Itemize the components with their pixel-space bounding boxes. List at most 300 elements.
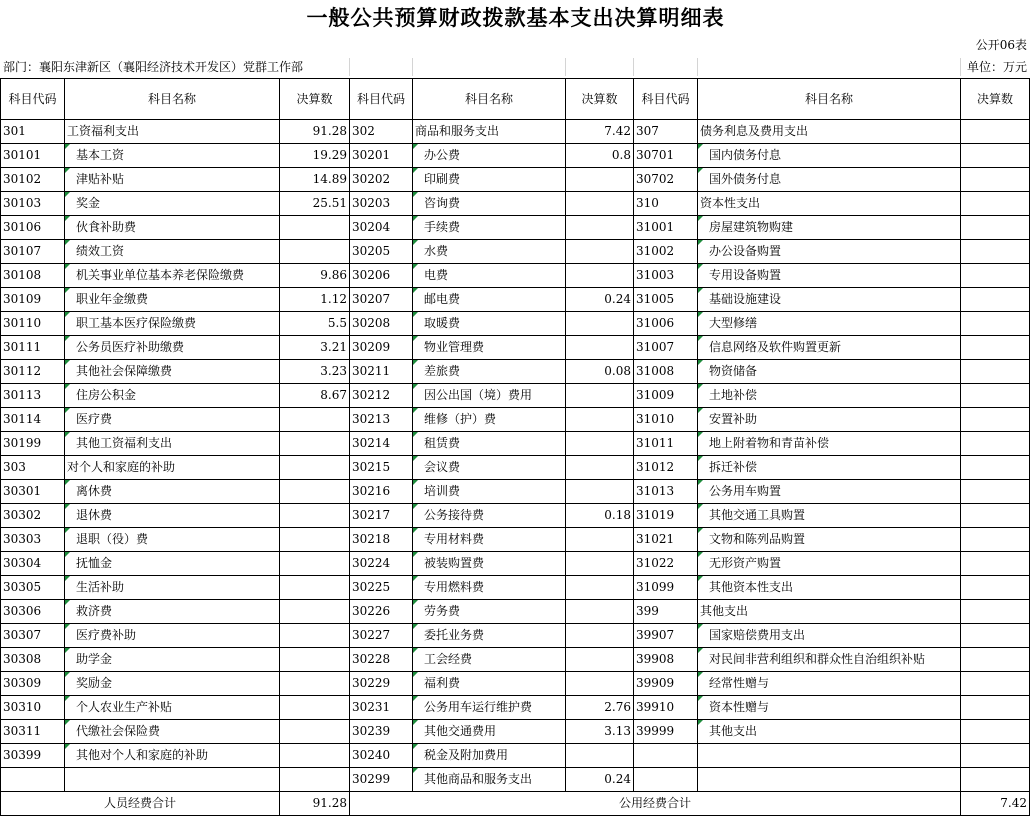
final-amount-cell[interactable] <box>566 528 634 552</box>
subject-name-cell[interactable]: 资本性赠与 <box>698 696 961 720</box>
subject-name-cell[interactable]: 专用材料费 <box>413 528 566 552</box>
table-row <box>1 360 1030 384</box>
table-row <box>1 672 1030 696</box>
final-amount-cell[interactable]: 8.67 <box>280 384 350 408</box>
subject-name-cell[interactable]: 办公设备购置 <box>698 240 961 264</box>
subject-name-cell[interactable]: 债务利息及费用支出 <box>698 120 961 144</box>
table-row <box>1 456 1030 480</box>
subject-name-cell[interactable]: 文物和陈列品购置 <box>698 528 961 552</box>
subject-code-cell[interactable]: 30231 <box>350 696 413 720</box>
final-amount-cell[interactable] <box>961 264 1030 288</box>
subject-code-cell[interactable]: 30301 <box>1 480 65 504</box>
report-title: 一般公共预算财政拨款基本支出决算明细表 <box>306 5 725 30</box>
subject-code-cell[interactable] <box>634 768 698 792</box>
final-amount-cell[interactable] <box>280 480 350 504</box>
table-row <box>1 696 1030 720</box>
subject-name-cell[interactable]: 土地补偿 <box>698 384 961 408</box>
final-amount-cell[interactable] <box>280 648 350 672</box>
public-total-label: 公用经费合计 <box>350 792 961 816</box>
subject-code-cell[interactable]: 30102 <box>1 168 65 192</box>
subject-name-cell[interactable]: 个人农业生产补贴 <box>65 696 280 720</box>
subject-code-cell[interactable]: 30106 <box>1 216 65 240</box>
subject-name-cell[interactable]: 经常性赠与 <box>698 672 961 696</box>
subject-name-cell[interactable]: 其他对个人和家庭的补助 <box>65 744 280 768</box>
final-amount-cell[interactable] <box>961 480 1030 504</box>
subject-name-cell[interactable]: 奖金 <box>65 192 280 216</box>
subject-name-cell[interactable]: 取暖费 <box>413 312 566 336</box>
subject-code-cell[interactable]: 30101 <box>1 144 65 168</box>
table-row <box>1 120 1030 144</box>
subject-name-cell[interactable]: 物业管理费 <box>413 336 566 360</box>
subject-code-cell[interactable]: 30218 <box>350 528 413 552</box>
subject-code-cell[interactable]: 30310 <box>1 696 65 720</box>
subject-name-cell[interactable]: 住房公积金 <box>65 384 280 408</box>
column-header: 科目名称 <box>698 79 961 120</box>
final-amount-cell[interactable]: 5.5 <box>280 312 350 336</box>
subject-name-cell[interactable]: 电费 <box>413 264 566 288</box>
subject-name-cell[interactable]: 退休费 <box>65 504 280 528</box>
final-amount-cell[interactable] <box>566 168 634 192</box>
subject-code-cell[interactable]: 30225 <box>350 576 413 600</box>
final-amount-cell[interactable] <box>961 432 1030 456</box>
table-row <box>1 480 1030 504</box>
table-row <box>1 720 1030 744</box>
subject-code-cell[interactable]: 302 <box>350 120 413 144</box>
subject-code-cell[interactable]: 30224 <box>350 552 413 576</box>
subject-code-cell[interactable]: 30399 <box>1 744 65 768</box>
final-amount-cell[interactable] <box>566 576 634 600</box>
subject-code-cell[interactable]: 30701 <box>634 144 698 168</box>
final-amount-cell[interactable]: 2.76 <box>566 696 634 720</box>
final-amount-cell[interactable] <box>566 552 634 576</box>
subject-code-cell[interactable]: 30209 <box>350 336 413 360</box>
public-total-value: 7.42 <box>961 792 1030 816</box>
subject-code-cell[interactable]: 30215 <box>350 456 413 480</box>
subject-name-cell[interactable]: 邮电费 <box>413 288 566 312</box>
final-amount-cell[interactable] <box>961 120 1030 144</box>
table-row <box>1 384 1030 408</box>
subject-name-cell[interactable]: 手续费 <box>413 216 566 240</box>
subject-code-cell[interactable]: 30111 <box>1 336 65 360</box>
subject-code-cell[interactable]: 30107 <box>1 240 65 264</box>
final-amount-cell[interactable] <box>961 552 1030 576</box>
final-amount-cell[interactable]: 0.18 <box>566 504 634 528</box>
subject-code-cell[interactable]: 30227 <box>350 624 413 648</box>
subject-code-cell[interactable]: 30302 <box>1 504 65 528</box>
final-amount-cell[interactable] <box>961 168 1030 192</box>
subject-code-cell[interactable]: 30203 <box>350 192 413 216</box>
final-amount-cell[interactable]: 14.89 <box>280 168 350 192</box>
final-amount-cell[interactable]: 7.42 <box>566 120 634 144</box>
final-amount-cell[interactable] <box>961 312 1030 336</box>
final-amount-cell[interactable] <box>566 216 634 240</box>
final-amount-cell[interactable] <box>961 192 1030 216</box>
subject-name-cell[interactable]: 资本性支出 <box>698 192 961 216</box>
subject-code-cell[interactable]: 30103 <box>1 192 65 216</box>
final-amount-cell[interactable] <box>961 696 1030 720</box>
subject-code-cell[interactable]: 30214 <box>350 432 413 456</box>
final-amount-cell[interactable]: 3.21 <box>280 336 350 360</box>
final-amount-cell[interactable] <box>961 360 1030 384</box>
subject-name-cell[interactable]: 对个人和家庭的补助 <box>65 456 280 480</box>
subject-code-cell[interactable]: 30307 <box>1 624 65 648</box>
subject-name-cell[interactable]: 公务用车运行维护费 <box>413 696 566 720</box>
table-code: 公开06表 <box>975 38 1027 52</box>
final-amount-cell[interactable] <box>566 432 634 456</box>
subject-name-cell[interactable]: 生活补助 <box>65 576 280 600</box>
final-amount-cell[interactable] <box>280 696 350 720</box>
subject-name-cell[interactable]: 基本工资 <box>65 144 280 168</box>
subject-code-cell[interactable] <box>1 768 65 792</box>
subject-name-cell[interactable]: 津贴补贴 <box>65 168 280 192</box>
subject-name-cell[interactable]: 职业年金缴费 <box>65 288 280 312</box>
subject-code-cell[interactable]: 30240 <box>350 744 413 768</box>
department-label: 部门：襄阳东津新区（襄阳经济技术开发区）党群工作部 <box>3 60 304 74</box>
subject-code-cell[interactable]: 31002 <box>634 240 698 264</box>
subject-code-cell[interactable]: 30113 <box>1 384 65 408</box>
subject-code-cell[interactable]: 31019 <box>634 504 698 528</box>
final-amount-cell[interactable] <box>280 456 350 480</box>
subject-code-cell[interactable]: 30110 <box>1 312 65 336</box>
subject-code-cell[interactable]: 30303 <box>1 528 65 552</box>
final-amount-cell[interactable] <box>961 624 1030 648</box>
table-row <box>1 600 1030 624</box>
table-row <box>1 216 1030 240</box>
subject-code-cell[interactable]: 39909 <box>634 672 698 696</box>
subject-name-cell[interactable]: 房屋建筑物购建 <box>698 216 961 240</box>
subject-name-cell[interactable]: 职工基本医疗保险缴费 <box>65 312 280 336</box>
subject-name-cell[interactable]: 其他社会保障缴费 <box>65 360 280 384</box>
final-amount-cell[interactable] <box>280 600 350 624</box>
final-amount-cell[interactable] <box>280 216 350 240</box>
subject-name-cell[interactable]: 水费 <box>413 240 566 264</box>
final-amount-cell[interactable] <box>566 744 634 768</box>
final-amount-cell[interactable] <box>280 624 350 648</box>
table-row <box>1 288 1030 312</box>
subject-name-cell[interactable]: 培训费 <box>413 480 566 504</box>
subject-name-cell[interactable]: 其他工资福利支出 <box>65 432 280 456</box>
subject-name-cell[interactable] <box>698 744 961 768</box>
table-row <box>1 240 1030 264</box>
subject-name-cell[interactable]: 国内债务付息 <box>698 144 961 168</box>
final-amount-cell[interactable] <box>961 288 1030 312</box>
final-amount-cell[interactable] <box>961 144 1030 168</box>
table-row <box>1 264 1030 288</box>
subject-name-cell[interactable]: 救济费 <box>65 600 280 624</box>
subject-name-cell[interactable]: 劳务费 <box>413 600 566 624</box>
column-header: 科目代码 <box>1 79 65 120</box>
subject-code-cell[interactable]: 30201 <box>350 144 413 168</box>
subject-code-cell[interactable]: 30228 <box>350 648 413 672</box>
final-amount-cell[interactable] <box>961 384 1030 408</box>
table-row <box>1 336 1030 360</box>
final-amount-cell[interactable]: 0.24 <box>566 768 634 792</box>
subject-code-cell[interactable]: 39907 <box>634 624 698 648</box>
subject-name-cell[interactable]: 伙食补助费 <box>65 216 280 240</box>
final-amount-cell[interactable] <box>280 240 350 264</box>
subject-name-cell[interactable]: 会议费 <box>413 456 566 480</box>
subject-code-cell[interactable]: 310 <box>634 192 698 216</box>
subject-code-cell[interactable]: 30311 <box>1 720 65 744</box>
personnel-total-label: 人员经费合计 <box>1 792 280 816</box>
subject-code-cell[interactable]: 31001 <box>634 216 698 240</box>
final-amount-cell[interactable]: 0.8 <box>566 144 634 168</box>
final-amount-cell[interactable] <box>961 240 1030 264</box>
final-amount-cell[interactable]: 91.28 <box>280 120 350 144</box>
subject-code-cell[interactable]: 39999 <box>634 720 698 744</box>
subject-code-cell[interactable]: 30204 <box>350 216 413 240</box>
subject-name-cell[interactable]: 离休费 <box>65 480 280 504</box>
subject-code-cell[interactable]: 30114 <box>1 408 65 432</box>
final-amount-cell[interactable] <box>566 648 634 672</box>
subject-code-cell[interactable]: 30304 <box>1 552 65 576</box>
subject-name-cell[interactable]: 其他商品和服务支出 <box>413 768 566 792</box>
final-amount-cell[interactable] <box>961 528 1030 552</box>
final-amount-cell[interactable] <box>566 336 634 360</box>
subject-code-cell[interactable]: 30216 <box>350 480 413 504</box>
subject-name-cell[interactable]: 基础设施建设 <box>698 288 961 312</box>
subject-name-cell[interactable]: 对民间非营利组织和群众性自治组织补贴 <box>698 648 961 672</box>
table-row <box>1 576 1030 600</box>
final-amount-cell[interactable]: 1.12 <box>280 288 350 312</box>
subject-code-cell[interactable]: 30702 <box>634 168 698 192</box>
final-amount-cell[interactable] <box>961 504 1030 528</box>
subject-code-cell[interactable]: 30199 <box>1 432 65 456</box>
subject-name-cell[interactable]: 奖励金 <box>65 672 280 696</box>
header-row <box>1 79 1030 120</box>
subject-name-cell[interactable]: 因公出国（境）费用 <box>413 384 566 408</box>
subject-name-cell[interactable]: 其他资本性支出 <box>698 576 961 600</box>
subject-name-cell[interactable]: 公务员医疗补助缴费 <box>65 336 280 360</box>
subject-code-cell[interactable]: 30208 <box>350 312 413 336</box>
column-header: 决算数 <box>566 79 634 120</box>
final-amount-cell[interactable] <box>961 768 1030 792</box>
subject-code-cell[interactable] <box>634 744 698 768</box>
subject-name-cell[interactable]: 税金及附加费用 <box>413 744 566 768</box>
subject-name-cell[interactable]: 物资储备 <box>698 360 961 384</box>
table-row <box>1 504 1030 528</box>
final-amount-cell[interactable] <box>961 408 1030 432</box>
subject-name-cell[interactable]: 抚恤金 <box>65 552 280 576</box>
budget-table <box>0 78 1030 816</box>
final-amount-cell[interactable]: 3.13 <box>566 720 634 744</box>
final-amount-cell[interactable] <box>566 192 634 216</box>
subject-code-cell[interactable]: 30217 <box>350 504 413 528</box>
subject-code-cell[interactable]: 31003 <box>634 264 698 288</box>
subject-code-cell[interactable]: 30306 <box>1 600 65 624</box>
subject-code-cell[interactable]: 30212 <box>350 384 413 408</box>
subject-name-cell[interactable]: 拆迁补偿 <box>698 456 961 480</box>
subject-name-cell[interactable]: 工会经费 <box>413 648 566 672</box>
subject-code-cell[interactable]: 31022 <box>634 552 698 576</box>
subject-code-cell[interactable]: 31010 <box>634 408 698 432</box>
table-row <box>1 552 1030 576</box>
subject-code-cell[interactable]: 30308 <box>1 648 65 672</box>
table-row <box>1 624 1030 648</box>
subject-name-cell[interactable]: 公务用车购置 <box>698 480 961 504</box>
subject-code-cell[interactable]: 301 <box>1 120 65 144</box>
final-amount-cell[interactable]: 25.51 <box>280 192 350 216</box>
subject-code-cell[interactable]: 30211 <box>350 360 413 384</box>
table-row <box>1 432 1030 456</box>
subject-code-cell[interactable]: 31012 <box>634 456 698 480</box>
column-header: 科目名称 <box>413 79 566 120</box>
subject-name-cell[interactable]: 安置补助 <box>698 408 961 432</box>
column-header: 科目代码 <box>634 79 698 120</box>
final-amount-cell[interactable] <box>280 432 350 456</box>
column-header: 决算数 <box>280 79 350 120</box>
subject-code-cell[interactable]: 30206 <box>350 264 413 288</box>
final-amount-cell[interactable] <box>566 480 634 504</box>
subject-code-cell[interactable]: 31005 <box>634 288 698 312</box>
subject-code-cell[interactable]: 30109 <box>1 288 65 312</box>
subject-code-cell[interactable]: 30207 <box>350 288 413 312</box>
final-amount-cell[interactable] <box>280 552 350 576</box>
subject-code-cell[interactable]: 31008 <box>634 360 698 384</box>
final-amount-cell[interactable] <box>280 408 350 432</box>
table-row <box>1 648 1030 672</box>
final-amount-cell[interactable] <box>566 384 634 408</box>
final-amount-cell[interactable]: 0.08 <box>566 360 634 384</box>
final-amount-cell[interactable] <box>961 456 1030 480</box>
subject-code-cell[interactable]: 399 <box>634 600 698 624</box>
subject-code-cell[interactable]: 31013 <box>634 480 698 504</box>
subject-name-cell[interactable]: 助学金 <box>65 648 280 672</box>
subject-code-cell[interactable]: 30229 <box>350 672 413 696</box>
subject-name-cell[interactable]: 医疗费补助 <box>65 624 280 648</box>
final-amount-cell[interactable]: 3.23 <box>280 360 350 384</box>
subject-name-cell[interactable]: 差旅费 <box>413 360 566 384</box>
subject-code-cell[interactable]: 31006 <box>634 312 698 336</box>
final-amount-cell[interactable] <box>280 504 350 528</box>
subject-name-cell[interactable]: 信息网络及软件购置更新 <box>698 336 961 360</box>
subject-name-cell[interactable]: 商品和服务支出 <box>413 120 566 144</box>
subject-code-cell[interactable]: 39910 <box>634 696 698 720</box>
subject-name-cell[interactable] <box>65 768 280 792</box>
subject-name-cell[interactable]: 工资福利支出 <box>65 120 280 144</box>
final-amount-cell[interactable] <box>566 312 634 336</box>
subject-code-cell[interactable]: 30309 <box>1 672 65 696</box>
final-amount-cell[interactable] <box>961 576 1030 600</box>
column-header: 科目代码 <box>350 79 413 120</box>
subject-name-cell[interactable]: 其他支出 <box>698 600 961 624</box>
subject-code-cell[interactable]: 30305 <box>1 576 65 600</box>
subject-code-cell[interactable]: 30202 <box>350 168 413 192</box>
subject-code-cell[interactable]: 31007 <box>634 336 698 360</box>
subject-name-cell[interactable]: 医疗费 <box>65 408 280 432</box>
totals-row <box>1 792 1030 816</box>
subject-code-cell[interactable]: 31011 <box>634 432 698 456</box>
final-amount-cell[interactable] <box>961 744 1030 768</box>
subject-name-cell[interactable]: 被装购置费 <box>413 552 566 576</box>
subject-name-cell[interactable]: 机关事业单位基本养老保险缴费 <box>65 264 280 288</box>
table-row <box>1 168 1030 192</box>
final-amount-cell[interactable] <box>280 744 350 768</box>
subject-code-cell[interactable]: 30108 <box>1 264 65 288</box>
subject-name-cell[interactable]: 印刷费 <box>413 168 566 192</box>
table-row <box>1 312 1030 336</box>
subject-name-cell[interactable]: 委托业务费 <box>413 624 566 648</box>
final-amount-cell[interactable] <box>280 576 350 600</box>
subject-name-cell[interactable]: 专用设备购置 <box>698 264 961 288</box>
final-amount-cell[interactable] <box>961 600 1030 624</box>
final-amount-cell[interactable] <box>280 528 350 552</box>
unit-label: 单位：万元 <box>966 60 1027 74</box>
final-amount-cell[interactable] <box>566 600 634 624</box>
subject-name-cell[interactable]: 办公费 <box>413 144 566 168</box>
subject-name-cell[interactable]: 退职（役）费 <box>65 528 280 552</box>
department-row <box>0 58 1031 76</box>
final-amount-cell[interactable] <box>566 672 634 696</box>
subject-code-cell[interactable]: 39908 <box>634 648 698 672</box>
final-amount-cell[interactable]: 0.24 <box>566 288 634 312</box>
subject-name-cell[interactable]: 租赁费 <box>413 432 566 456</box>
table-row <box>1 408 1030 432</box>
final-amount-cell[interactable] <box>961 720 1030 744</box>
subject-name-cell[interactable] <box>698 768 961 792</box>
subject-code-cell[interactable]: 31021 <box>634 528 698 552</box>
subject-name-cell[interactable]: 其他支出 <box>698 720 961 744</box>
subject-name-cell[interactable]: 维修（护）费 <box>413 408 566 432</box>
subject-name-cell[interactable]: 国家赔偿费用支出 <box>698 624 961 648</box>
final-amount-cell[interactable]: 19.29 <box>280 144 350 168</box>
subject-code-cell[interactable]: 303 <box>1 456 65 480</box>
subject-code-cell[interactable]: 30205 <box>350 240 413 264</box>
final-amount-cell[interactable] <box>280 672 350 696</box>
subject-name-cell[interactable]: 大型修缮 <box>698 312 961 336</box>
final-amount-cell[interactable] <box>566 408 634 432</box>
table-row <box>1 144 1030 168</box>
final-amount-cell[interactable] <box>961 216 1030 240</box>
final-amount-cell[interactable]: 9.86 <box>280 264 350 288</box>
subject-name-cell[interactable]: 绩效工资 <box>65 240 280 264</box>
subject-code-cell[interactable]: 30213 <box>350 408 413 432</box>
final-amount-cell[interactable] <box>566 240 634 264</box>
table-row <box>1 768 1030 792</box>
final-amount-cell[interactable] <box>280 720 350 744</box>
column-header: 决算数 <box>961 79 1030 120</box>
subject-name-cell[interactable]: 其他交通工具购置 <box>698 504 961 528</box>
subject-code-cell[interactable]: 31099 <box>634 576 698 600</box>
subject-name-cell[interactable]: 国外债务付息 <box>698 168 961 192</box>
final-amount-cell[interactable] <box>566 264 634 288</box>
final-amount-cell[interactable] <box>961 672 1030 696</box>
subject-name-cell[interactable]: 咨询费 <box>413 192 566 216</box>
final-amount-cell[interactable] <box>566 624 634 648</box>
table-row <box>1 744 1030 768</box>
table-row <box>1 192 1030 216</box>
final-amount-cell[interactable] <box>566 456 634 480</box>
subject-code-cell[interactable]: 30226 <box>350 600 413 624</box>
subject-code-cell[interactable]: 30112 <box>1 360 65 384</box>
subject-name-cell[interactable]: 其他交通费用 <box>413 720 566 744</box>
subject-name-cell[interactable]: 代缴社会保险费 <box>65 720 280 744</box>
final-amount-cell[interactable] <box>280 768 350 792</box>
subject-name-cell[interactable]: 福利费 <box>413 672 566 696</box>
subject-name-cell[interactable]: 地上附着物和青苗补偿 <box>698 432 961 456</box>
subject-code-cell[interactable]: 307 <box>634 120 698 144</box>
subject-code-cell[interactable]: 30239 <box>350 720 413 744</box>
personnel-total-value: 91.28 <box>280 792 350 816</box>
subject-name-cell[interactable]: 无形资产购置 <box>698 552 961 576</box>
subject-name-cell[interactable]: 公务接待费 <box>413 504 566 528</box>
subject-code-cell[interactable]: 30299 <box>350 768 413 792</box>
column-header: 科目名称 <box>65 79 280 120</box>
subject-name-cell[interactable]: 专用燃料费 <box>413 576 566 600</box>
final-amount-cell[interactable] <box>961 648 1030 672</box>
subject-code-cell[interactable]: 31009 <box>634 384 698 408</box>
final-amount-cell[interactable] <box>961 336 1030 360</box>
